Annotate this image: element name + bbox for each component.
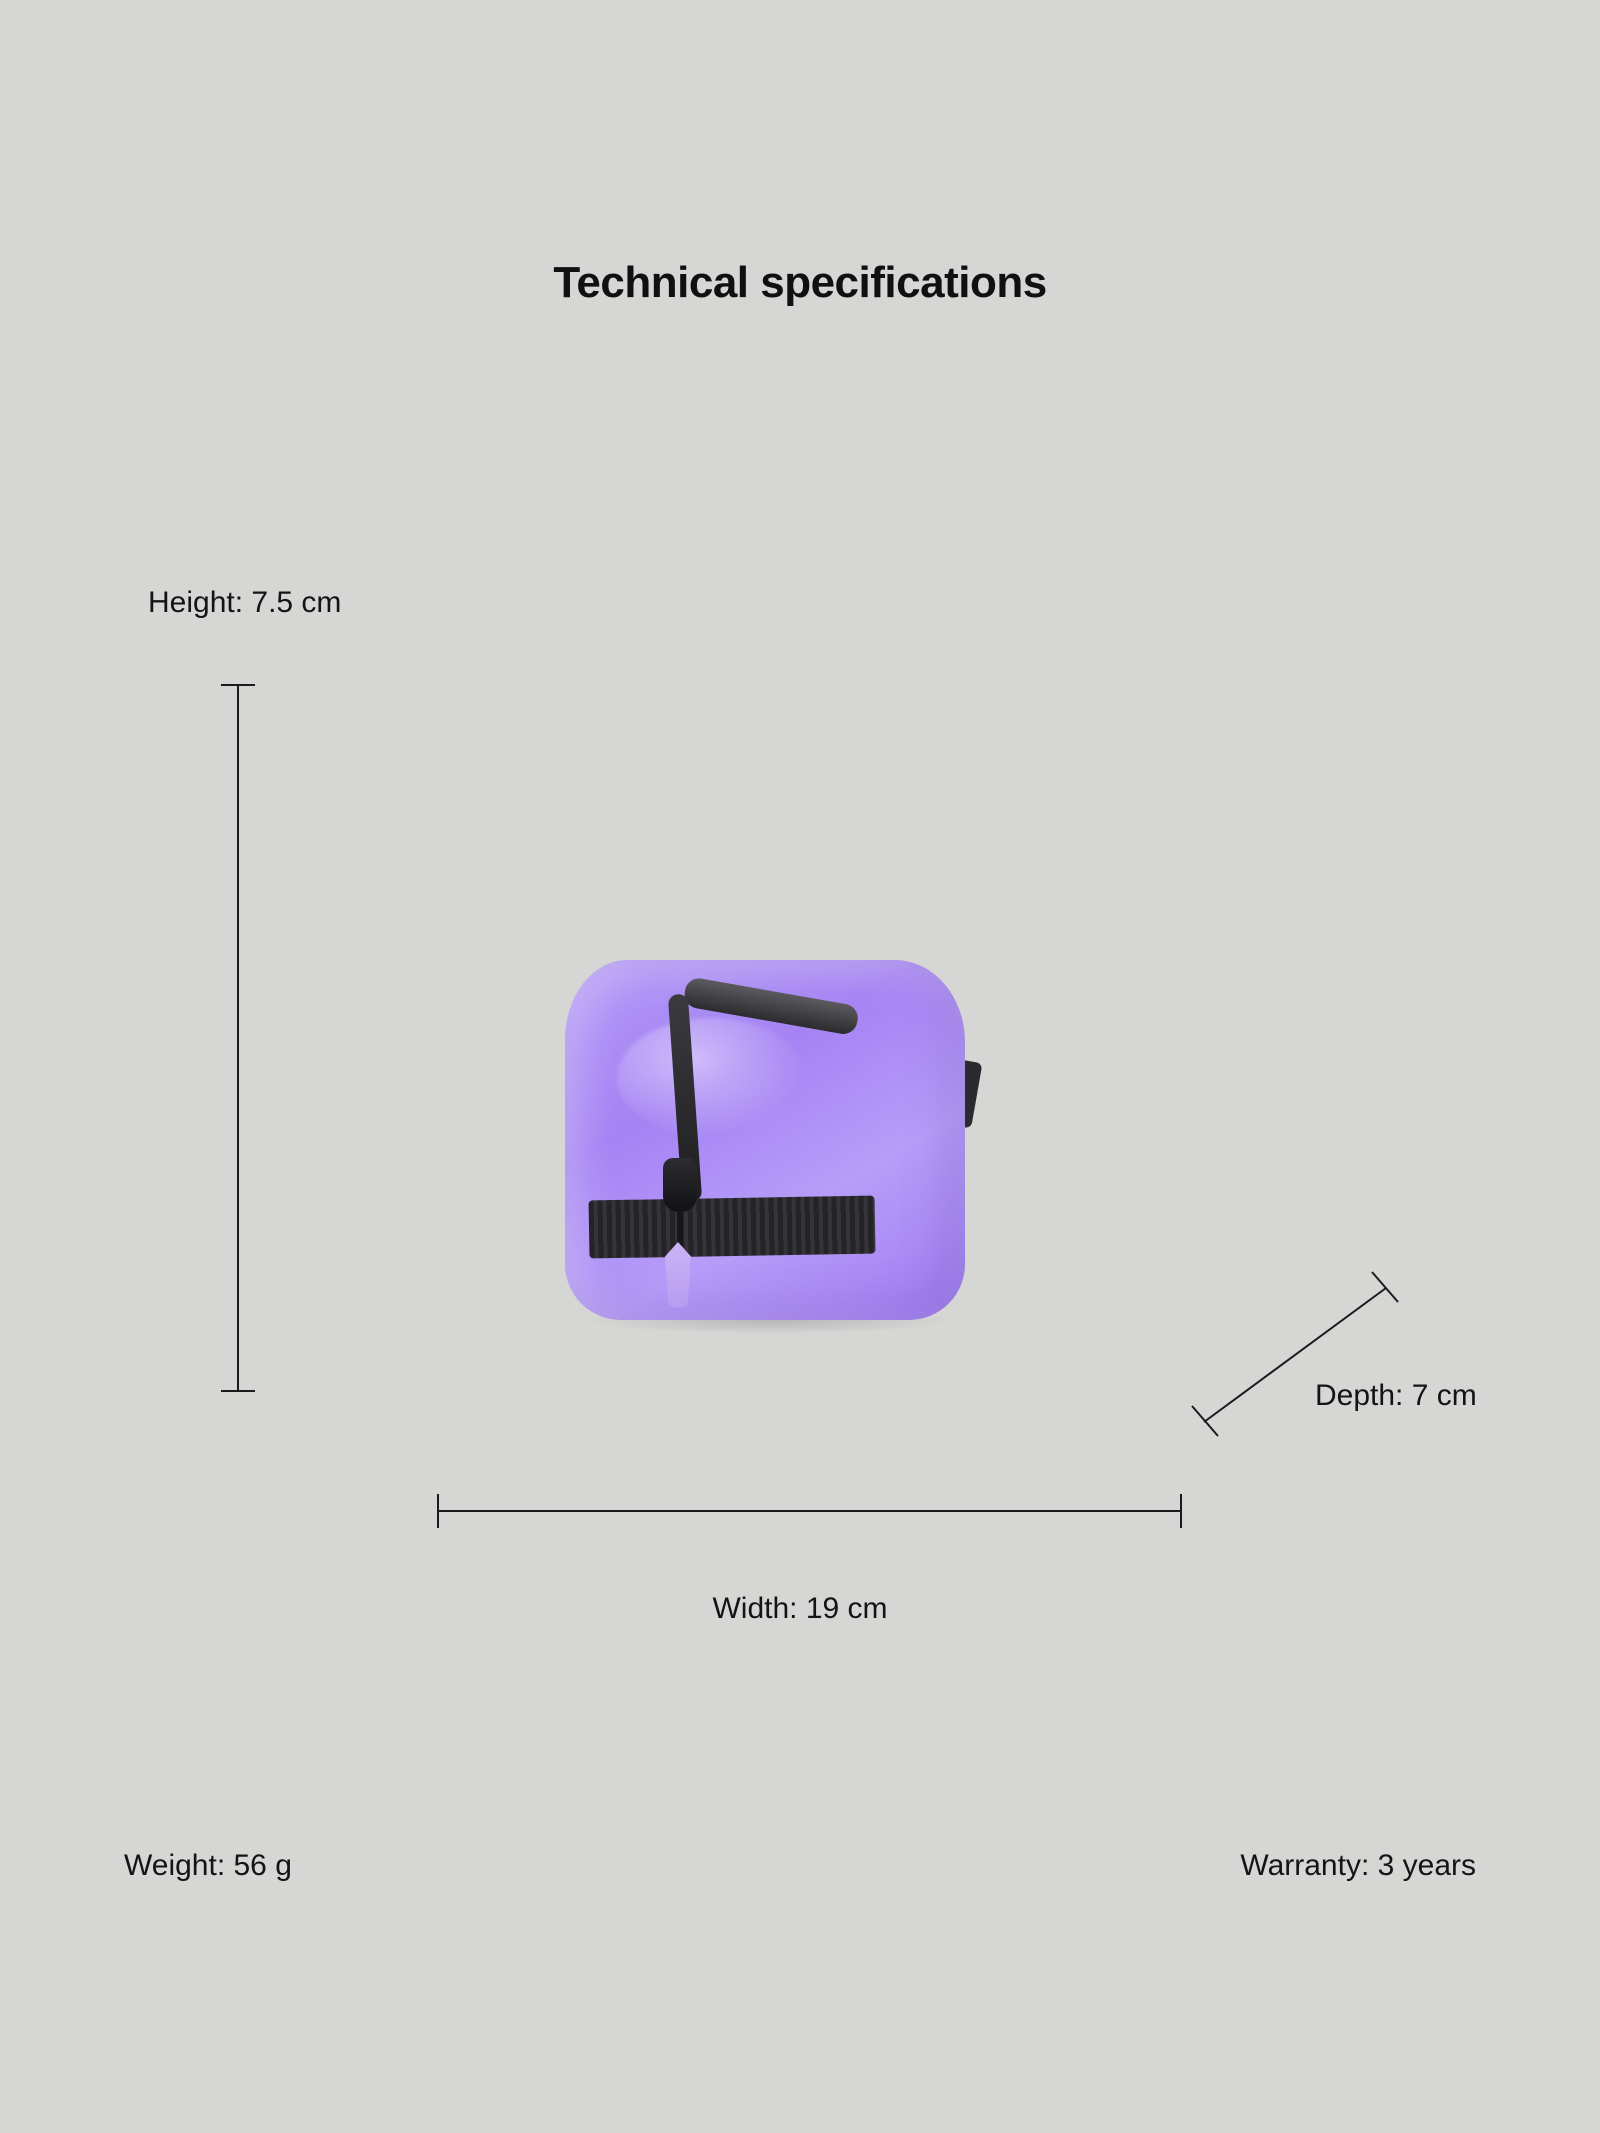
width-dimension-line (437, 1510, 1182, 1512)
warranty-spec-label: Warranty: 3 years (1240, 1849, 1476, 1882)
height-dimension-line (237, 684, 239, 1392)
depth-arrow-icon (1190, 1270, 1420, 1440)
depth-dimension-line (1190, 1270, 1420, 1440)
zipper-slider (663, 1158, 697, 1212)
zipper-cord (677, 1208, 683, 1248)
weight-spec-label: Weight: 56 g (124, 1849, 292, 1882)
height-dimension-label: Height: 7.5 cm (148, 586, 342, 619)
bag-highlight (617, 1018, 807, 1138)
product-image (545, 940, 1025, 1410)
width-cap-right (1180, 1494, 1182, 1528)
page-title: Technical specifications (553, 258, 1047, 307)
bag-body (565, 960, 965, 1320)
height-cap-bottom (221, 1390, 255, 1392)
depth-dimension-label: Depth: 7 cm (1315, 1379, 1477, 1412)
width-dimension-label: Width: 19 cm (712, 1592, 888, 1625)
webbing-strip (589, 1196, 876, 1259)
